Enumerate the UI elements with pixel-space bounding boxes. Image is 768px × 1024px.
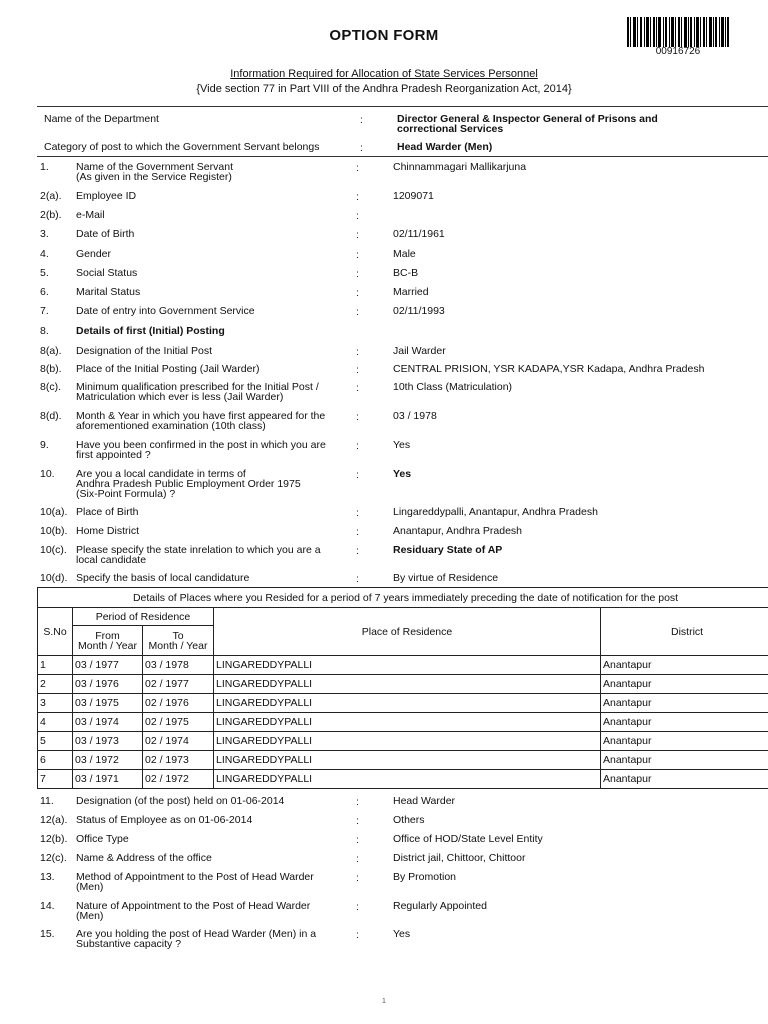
cell-district: Anantapur — [601, 675, 768, 694]
field-number: 12(a). — [40, 814, 68, 826]
cell-to: 02 / 1972 — [143, 770, 214, 789]
colon: : — [360, 114, 363, 126]
field-value: Male — [393, 248, 416, 260]
table-row — [38, 713, 768, 732]
cell-place: LINGAREDDYPALLI — [214, 732, 601, 751]
cell-to: 02 / 1976 — [143, 694, 214, 713]
colon: : — [356, 901, 359, 913]
field-number: 8(b). — [40, 363, 62, 375]
field-label: Gender — [76, 248, 112, 260]
colon: : — [356, 440, 359, 452]
field-label-line2: (As given in the Service Register) — [76, 171, 232, 183]
header-district: District — [601, 608, 768, 656]
field-number: 12(c). — [40, 852, 67, 864]
field-label: Month & Year in which you have first appeared for the — [76, 410, 326, 422]
field-label: Status of Employee as on 01-06-2014 — [76, 814, 253, 826]
cell-place: LINGAREDDYPALLI — [214, 770, 601, 789]
field-label: Specify the basis of local candidature — [76, 572, 250, 584]
field-number: 5. — [40, 267, 49, 279]
field-label: Method of Appointment to the Post of Head Warder — [76, 871, 314, 883]
field-number: 14. — [40, 900, 55, 912]
table-row — [38, 751, 768, 770]
field-number: 10(a). — [40, 506, 68, 518]
section-heading: Details of first (Initial) Posting — [76, 325, 225, 337]
field-number: 11. — [40, 795, 54, 807]
divider — [37, 156, 768, 157]
table-row — [38, 770, 768, 789]
cell-place: LINGAREDDYPALLI — [214, 751, 601, 770]
field-label-line2: local candidate — [76, 554, 147, 566]
colon: : — [356, 796, 359, 808]
field-number: 2(b). — [40, 209, 62, 221]
barcode-image — [627, 17, 729, 47]
table-row — [38, 656, 768, 675]
colon: : — [356, 834, 359, 846]
field-number: 8(a). — [40, 345, 62, 357]
colon: : — [356, 249, 359, 261]
field-number: 10(b). — [40, 525, 68, 537]
field-label: Place of Birth — [76, 506, 139, 518]
cell-place: LINGAREDDYPALLI — [214, 675, 601, 694]
cell-place: LINGAREDDYPALLI — [214, 713, 601, 732]
field-value: Yes — [393, 928, 411, 940]
field-label: Office Type — [76, 833, 129, 845]
field-label: Have you been confirmed in the post in which you are — [76, 439, 326, 451]
residence-table — [37, 587, 768, 789]
header-to — [143, 626, 214, 656]
page-number: 1 — [382, 998, 386, 1005]
form-legal-reference: {Vide section 77 in Part VIII of the Andhra Pradesh Reorganization Act, 2014} — [196, 83, 572, 95]
cell-from: 03 / 1972 — [73, 751, 143, 770]
field-value: Anantapur, Andhra Pradesh — [393, 525, 523, 537]
field-label: Place of the Initial Posting (Jail Warder) — [76, 363, 260, 375]
colon: : — [356, 364, 359, 376]
cell-from: 03 / 1973 — [73, 732, 143, 751]
field-number: 10. — [40, 468, 55, 480]
colon: : — [356, 268, 359, 280]
field-label-line2: aforementioned examination (10th class) — [76, 420, 266, 432]
cell-sno: 3 — [38, 694, 73, 713]
field-label: Date of entry into Government Service — [76, 305, 255, 317]
field-value: 10th Class (Matriculation) — [393, 381, 513, 393]
field-number: 13. — [40, 871, 55, 883]
colon: : — [356, 929, 359, 941]
colon: : — [356, 382, 359, 394]
field-label: Employee ID — [76, 190, 137, 202]
field-label: Minimum qualification prescribed for the Initial Post / — [76, 381, 319, 393]
field-label: Are you a local candidate in terms of — [76, 468, 246, 480]
department-value-line1: Director General & Inspector General of Prisons and — [397, 113, 658, 125]
cell-sno: 1 — [38, 656, 73, 675]
field-value: Others — [393, 814, 425, 826]
header-period: Period of Residence — [73, 608, 214, 626]
cell-to: 02 / 1977 — [143, 675, 214, 694]
cell-district: Anantapur — [601, 751, 768, 770]
category-value: Head Warder (Men) — [397, 141, 493, 153]
cell-district: Anantapur — [601, 713, 768, 732]
field-label: Please specify the state inrelation to which you are a — [76, 544, 321, 556]
colon: : — [356, 346, 359, 358]
cell-from: 03 / 1971 — [73, 770, 143, 789]
header-from-label: From — [95, 629, 120, 642]
field-number: 8. — [40, 325, 49, 337]
field-number: 10(d). — [40, 572, 68, 584]
field-number: 12(b). — [40, 833, 68, 845]
table-row — [38, 694, 768, 713]
colon: : — [356, 507, 359, 519]
field-number: 10(c). — [40, 544, 67, 556]
field-label: Are you holding the post of Head Warder (Men) in a — [76, 928, 317, 940]
header-sno: S.No — [38, 608, 73, 656]
field-value: Residuary State of AP — [393, 544, 503, 556]
table-caption-row — [38, 588, 768, 608]
colon: : — [356, 573, 359, 585]
cell-district: Anantapur — [601, 656, 768, 675]
header-to-label: To — [172, 629, 184, 642]
field-label: Name & Address of the office — [76, 852, 212, 864]
field-label-line3: (Six-Point Formula) ? — [76, 488, 176, 500]
field-value: Yes — [393, 468, 412, 480]
field-value: Head Warder — [393, 795, 456, 807]
cell-sno: 6 — [38, 751, 73, 770]
cell-district: Anantapur — [601, 770, 768, 789]
field-value: By virtue of Residence — [393, 572, 499, 584]
field-value: Lingareddypalli, Anantapur, Andhra Pradesh — [393, 506, 598, 518]
field-label: Nature of Appointment to the Post of Head Warder — [76, 900, 311, 912]
colon: : — [356, 210, 359, 222]
field-value: BC-B — [393, 267, 419, 279]
field-value: 03 / 1978 — [393, 410, 437, 422]
cell-to: 02 / 1974 — [143, 732, 214, 751]
field-value: Yes — [393, 439, 411, 451]
cell-district: Anantapur — [601, 732, 768, 751]
barcode-number: 00916726 — [655, 46, 701, 57]
cell-place: LINGAREDDYPALLI — [214, 656, 601, 675]
header-from — [73, 626, 143, 656]
cell-to: 03 / 1978 — [143, 656, 214, 675]
field-number: 1. — [40, 161, 49, 173]
form-subtitle: Information Required for Allocation of State Services Personnel — [230, 68, 538, 80]
header-to-format: Month / Year — [148, 639, 208, 652]
department-value-line2: correctional Services — [397, 123, 504, 135]
cell-from: 03 / 1977 — [73, 656, 143, 675]
divider — [37, 106, 768, 107]
colon: : — [356, 306, 359, 318]
cell-place: LINGAREDDYPALLI — [214, 694, 601, 713]
cell-from: 03 / 1975 — [73, 694, 143, 713]
colon: : — [356, 229, 359, 241]
table-row — [38, 675, 768, 694]
category-label: Category of post to which the Government Servant belongs — [44, 141, 320, 153]
colon: : — [356, 815, 359, 827]
colon: : — [356, 287, 359, 299]
field-number: 15. — [40, 928, 55, 940]
colon: : — [356, 411, 359, 423]
field-number: 7. — [40, 305, 49, 317]
field-value: CENTRAL PRISION, YSR KADAPA,YSR Kadapa, Andhra Pradesh — [393, 363, 705, 375]
table-caption: Details of Places where you Resided for a period of 7 years immediately preceding the date of notification for the post — [38, 588, 768, 608]
form-title: OPTION FORM — [329, 27, 439, 44]
department-label: Name of the Department — [44, 113, 159, 125]
field-label: Designation (of the post) held on 01-06-2014 — [76, 795, 285, 807]
field-label: Date of Birth — [76, 228, 135, 240]
colon: : — [356, 162, 359, 174]
cell-sno: 2 — [38, 675, 73, 694]
field-label-line2: (Men) — [76, 881, 104, 893]
field-label: e-Mail — [76, 209, 105, 221]
cell-from: 03 / 1976 — [73, 675, 143, 694]
field-label-line2: first appointed ? — [76, 449, 151, 461]
field-label: Designation of the Initial Post — [76, 345, 212, 357]
field-number: 9. — [40, 439, 49, 451]
cell-sno: 5 — [38, 732, 73, 751]
cell-sno: 7 — [38, 770, 73, 789]
table-row — [38, 732, 768, 751]
field-label: Marital Status — [76, 286, 141, 298]
colon: : — [356, 853, 359, 865]
cell-district: Anantapur — [601, 694, 768, 713]
field-number: 3. — [40, 228, 49, 240]
field-value: Regularly Appointed — [393, 900, 487, 912]
field-label-line2: (Men) — [76, 910, 104, 922]
field-label: Home District — [76, 525, 140, 537]
field-label-line2: Substantive capacity ? — [76, 938, 182, 950]
field-value: Jail Warder — [393, 345, 446, 357]
colon: : — [356, 872, 359, 884]
cell-sno: 4 — [38, 713, 73, 732]
field-label: Social Status — [76, 267, 138, 279]
colon: : — [360, 142, 363, 154]
colon: : — [356, 526, 359, 538]
field-value: District jail, Chittoor, Chittoor — [393, 852, 526, 864]
field-value: Office of HOD/State Level Entity — [393, 833, 543, 845]
field-label-line2: Andhra Pradesh Public Employment Order 1975 — [76, 478, 301, 490]
cell-to: 02 / 1975 — [143, 713, 214, 732]
field-number: 8(c). — [40, 381, 61, 393]
field-value: 02/11/1961 — [393, 228, 445, 240]
header-place: Place of Residence — [214, 608, 601, 656]
field-value: 02/11/1993 — [393, 305, 445, 317]
field-number: 6. — [40, 286, 49, 298]
field-value: By Promotion — [393, 871, 457, 883]
field-number: 4. — [40, 248, 49, 260]
field-value: 1209071 — [393, 190, 434, 202]
table-header-row — [38, 608, 768, 626]
header-from-format: Month / Year — [78, 639, 137, 652]
field-number: 2(a). — [40, 190, 62, 202]
field-value: Chinnammagari Mallikarjuna — [393, 161, 527, 173]
cell-to: 02 / 1973 — [143, 751, 214, 770]
colon: : — [356, 469, 359, 481]
field-label-line2: Matriculation which ever is less (Jail Warder) — [76, 391, 284, 403]
cell-from: 03 / 1974 — [73, 713, 143, 732]
colon: : — [356, 191, 359, 203]
colon: : — [356, 545, 359, 557]
field-number: 8(d). — [40, 410, 62, 422]
field-label: Name of the Government Servant — [76, 161, 233, 173]
field-value: Married — [393, 286, 429, 298]
